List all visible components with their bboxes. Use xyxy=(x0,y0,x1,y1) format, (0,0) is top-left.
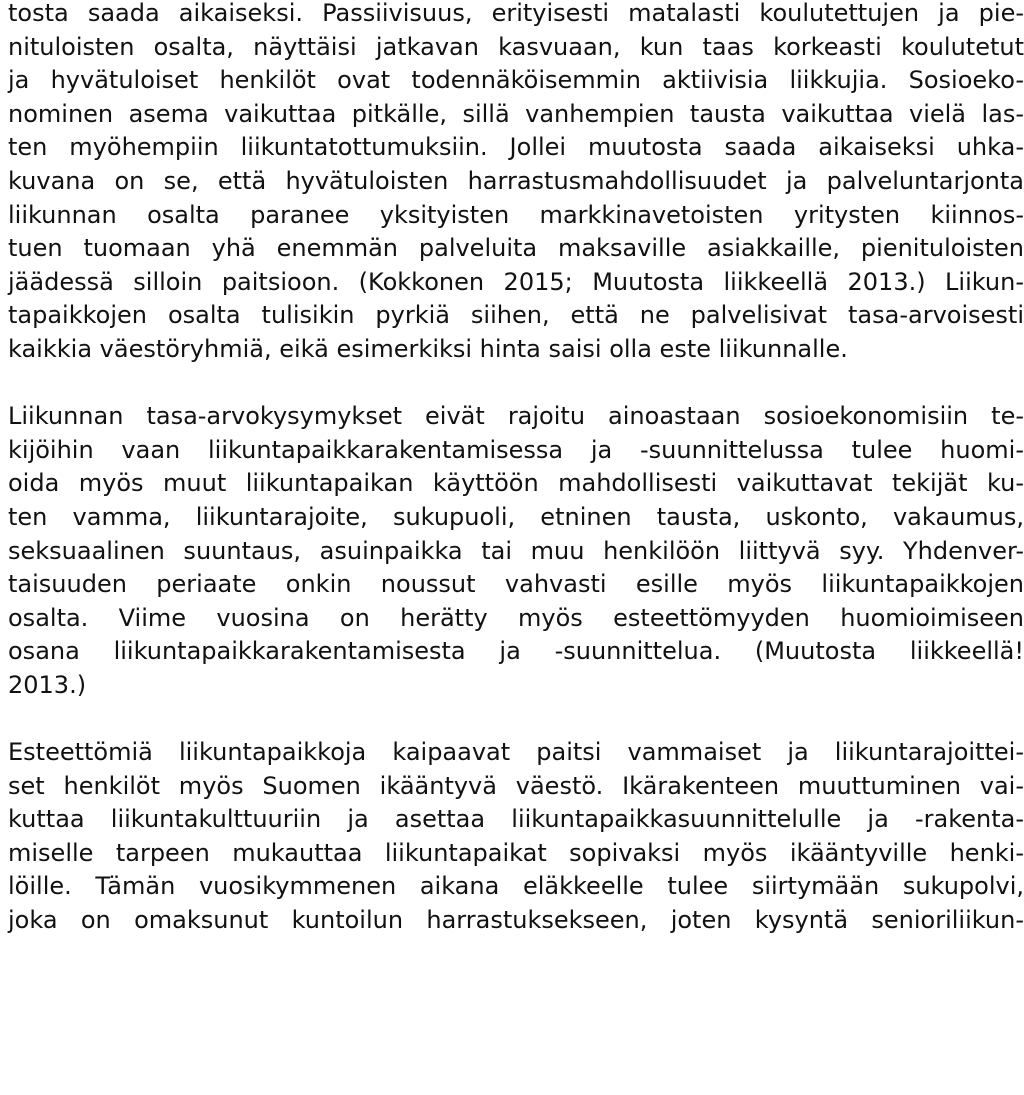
text-line: löille. Tämän vuosikymmenen aikana eläkkeelle tulee siirtymään sukupolvi, xyxy=(8,872,1024,901)
text-line: osana liikuntapaikkarakentamisesta ja -suunnittelua. (Muutosta liikkeellä! xyxy=(8,637,1024,666)
text-line: set henkilöt myös Suomen ikääntyvä väestö. Ikärakenteen muuttuminen vai- xyxy=(8,771,1024,800)
text-line: seksuaalinen suuntaus, asuinpaikka tai muu henkilöön liittyvä syy. Yhdenver- xyxy=(8,536,1024,565)
text-line: kuvana on se, että hyvätuloisten harrastusmahdollisuudet ja palveluntarjonta xyxy=(8,166,1024,195)
text-line: kuttaa liikuntakulttuuriin ja asettaa liikuntapaikkasuunnittelulle ja -rakenta- xyxy=(8,805,1024,834)
text-line: ten vamma, liikuntarajoite, sukupuoli, etninen tausta, uskonto, vakaumus, xyxy=(8,502,1024,531)
paragraph-3 xyxy=(8,736,1024,938)
text-line: miselle tarpeen mukauttaa liikuntapaikat sopivaksi myös ikääntyville henki- xyxy=(8,838,1024,867)
paragraph-2 xyxy=(8,400,1024,702)
text-line: tapaikkojen osalta tulisikin pyrkiä siihen, että ne palvelisivat tasa-arvoisesti xyxy=(8,301,1024,330)
text-line: oida myös muut liikuntapaikan käyttöön mahdollisesti vaikuttavat tekijät ku- xyxy=(8,469,1024,498)
paragraph-1 xyxy=(8,0,1024,367)
text-line: nituloisten osalta, näyttäisi jatkavan kasvuaan, kun taas korkeasti koulutetut xyxy=(8,32,1024,61)
paragraph-spacer xyxy=(8,367,1024,401)
text-line: Esteettömiä liikuntapaikkoja kaipaavat paitsi vammaiset ja liikuntarajoittei- xyxy=(8,738,1024,767)
text-line: Liikunnan tasa-arvokysymykset eivät rajoitu ainoastaan sosioekonomisiin te- xyxy=(8,402,1024,431)
text-line: kijöihin vaan liikuntapaikkarakentamisessa ja -suunnittelussa tulee huomi- xyxy=(8,435,1024,464)
text-line: kaikkia väestöryhmiä, eikä esimerkiksi hinta saisi olla este liikunnalle. xyxy=(8,334,848,363)
text-line: joka on omaksunut kuntoilun harrastuksekseen, joten kysyntä senioriliikun- xyxy=(8,906,1024,935)
text-line: ten myöhempiin liikuntatottumuksiin. Jollei muutosta saada aikaiseksi uhka- xyxy=(8,133,1024,162)
text-line: 2013.) xyxy=(8,670,87,699)
text-line: taisuuden periaate onkin noussut vahvasti esille myös liikuntapaikkojen xyxy=(8,570,1024,599)
text-line: osalta. Viime vuosina on herätty myös esteettömyyden huomioimiseen xyxy=(8,603,1024,632)
text-line: ja hyvätuloiset henkilöt ovat todennäköisemmin aktiivisia liikkujia. Sosioeko- xyxy=(8,66,1024,95)
text-line: nominen asema vaikuttaa pitkälle, sillä vanhempien tausta vaikuttaa vielä las- xyxy=(8,99,1024,128)
text-line: tuen tuomaan yhä enemmän palveluita maksaville asiakkaille, pienituloisten xyxy=(8,234,1024,263)
text-line: liikunnan osalta paranee yksityisten markkinavetoisten yritysten kiinnos- xyxy=(8,200,1024,229)
document-page xyxy=(8,0,1024,938)
text-line: tosta saada aikaiseksi. Passiivisuus, erityisesti matalasti koulutettujen ja pie- xyxy=(8,0,1024,27)
text-line: jäädessä silloin paitsioon. (Kokkonen 2015; Muutosta liikkeellä 2013.) Liikun- xyxy=(8,267,1024,296)
paragraph-spacer xyxy=(8,702,1024,736)
